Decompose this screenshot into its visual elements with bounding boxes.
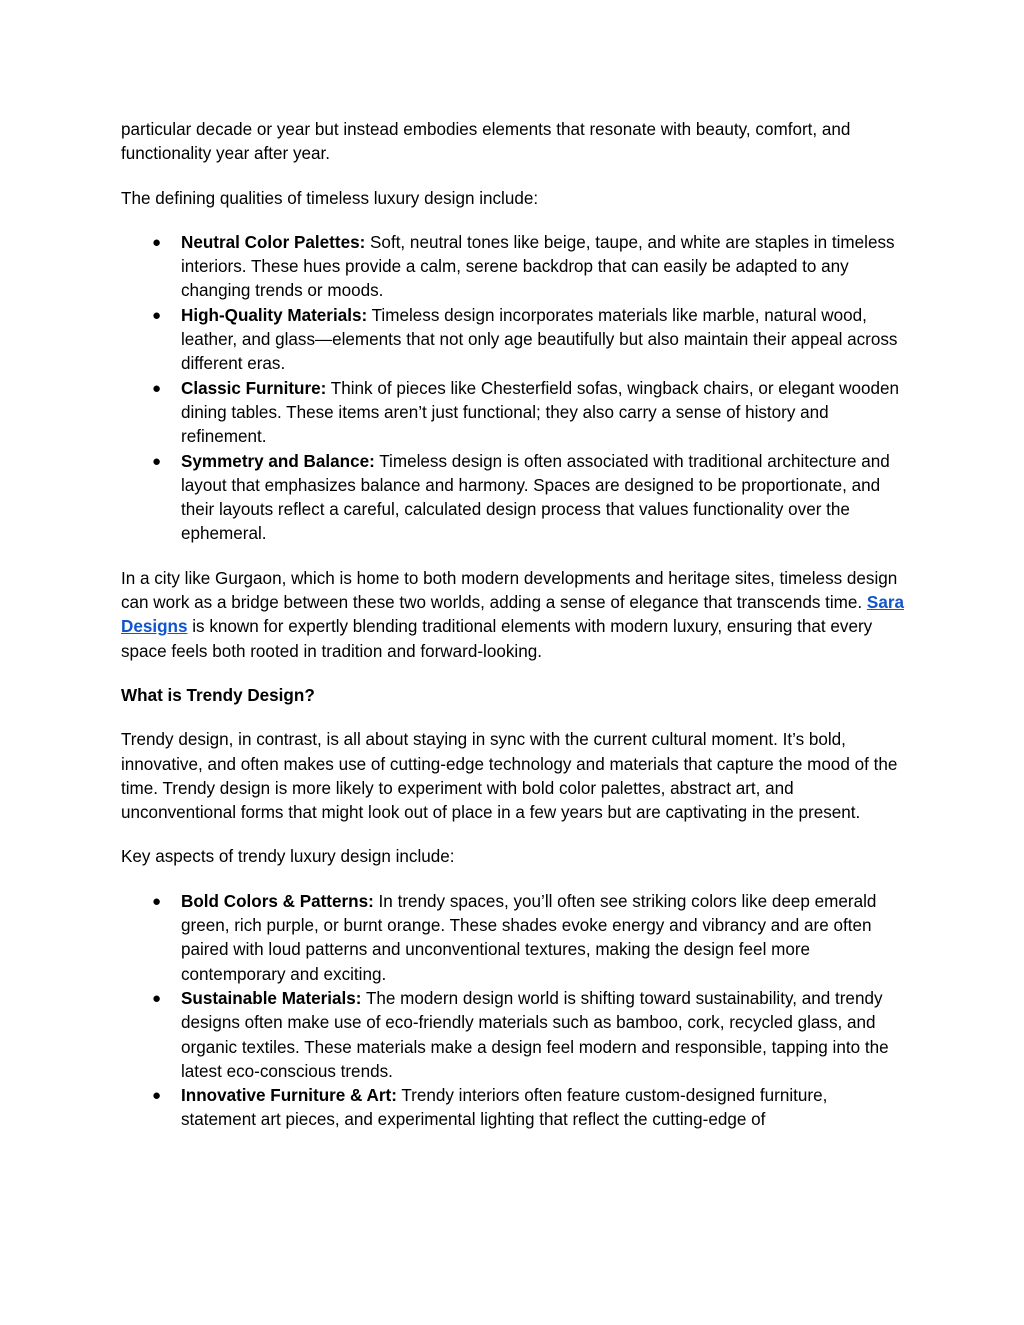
list-item-text: In trendy spaces, you’ll often see striking colors like deep emerald green, rich purple, or burnt orange. These shades evoke energy and vibrancy and are often paired with loud patterns and unconventional textures, making the design feel more contemporary and exciting. bbox=[181, 891, 877, 984]
list-item-text: Trendy interiors often feature custom-designed furniture, statement art pieces, and experimental lighting that reflect the cutting-edge of bbox=[181, 1086, 828, 1130]
list-item-text: Soft, neutral tones like beige, taupe, and white are staples in timeless interiors. These hues provide a calm, serene backdrop that can easily be adapted to any changing trends or moods. bbox=[181, 232, 895, 301]
list-item-text: Timeless design incorporates materials like marble, natural wood, leather, and glass—elements that not only age beautifully but also maintain their appeal across different eras. bbox=[181, 305, 898, 374]
bullet-icon: ● bbox=[152, 379, 162, 397]
bullet-icon: ● bbox=[152, 452, 162, 470]
bullet-icon: ● bbox=[152, 306, 162, 324]
list-item-term: Neutral Color Palettes: bbox=[181, 232, 366, 252]
list-item bbox=[121, 231, 906, 304]
list-item bbox=[121, 987, 906, 1084]
list-item-term: Sustainable Materials: bbox=[181, 988, 362, 1008]
list-item-term: Bold Colors & Patterns: bbox=[181, 891, 374, 911]
bullet-icon: ● bbox=[152, 1087, 162, 1105]
section-heading: What is Trendy Design? bbox=[121, 685, 315, 705]
paragraph-text: is known for expertly blending traditional elements with modern luxury, ensuring that every space feels both rooted in tradition and forward-looking. bbox=[121, 617, 873, 661]
paragraph-text: In a city like Gurgaon, which is home to both modern developments and heritage sites, timeless design can work as a bridge between these two worlds, adding a sense of elegance that transcends time. bbox=[121, 568, 898, 613]
document-body bbox=[121, 118, 906, 1153]
list-item bbox=[121, 304, 906, 377]
paragraph-trendy-aspects-intro: Key aspects of trendy luxury design include: bbox=[121, 847, 455, 867]
list-item-text: Think of pieces like Chesterfield sofas, wingback chairs, or elegant wooden dining tables. These items aren’t just functional; they also carry a sense of history and refinement. bbox=[181, 378, 899, 447]
bullet-icon: ● bbox=[152, 989, 162, 1007]
list-item-term: Symmetry and Balance: bbox=[181, 451, 375, 471]
trendy-aspects-list bbox=[121, 890, 906, 1133]
paragraph-trendy-design: Trendy design, in contrast, is all about staying in sync with the current cultural moment. It’s bold, innovative, and often makes use of cutting-edge technology and materials that capture the mood of the time. Trendy design is more likely to experiment with bold color palettes, abstract art, and unconventional forms that might look out of place in a few years but are captivating in the present. bbox=[121, 730, 898, 823]
paragraph-intro-continued: particular decade or year but instead embodies elements that resonate with beauty, comfort, and functionality year after year. bbox=[121, 120, 851, 164]
list-item bbox=[121, 377, 906, 450]
bullet-icon: ● bbox=[152, 892, 162, 910]
list-item bbox=[121, 1084, 906, 1133]
list-item bbox=[121, 450, 906, 547]
list-item-term: High-Quality Materials: bbox=[181, 305, 368, 325]
list-item-term: Innovative Furniture & Art: bbox=[181, 1086, 397, 1106]
bullet-icon: ● bbox=[152, 233, 162, 251]
list-item-term: Classic Furniture: bbox=[181, 378, 327, 398]
list-item-text: The modern design world is shifting toward sustainability, and trendy designs often make use of eco-friendly materials such as bamboo, cork, recycled glass, and organic textiles. These materials make a design feel modern and responsible, tapping into the latest eco-conscious trends. bbox=[181, 988, 889, 1081]
paragraph-timeless-qualities-intro: The defining qualities of timeless luxury design include: bbox=[121, 188, 539, 208]
paragraph-gurgaon bbox=[121, 567, 906, 664]
list-item-text: Timeless design is often associated with traditional architecture and layout that emphasizes balance and harmony. Spaces are designed to be proportionate, and their layouts reflect a careful, calculated design process that values functionality over the ephemeral. bbox=[181, 451, 890, 544]
timeless-qualities-list bbox=[121, 231, 906, 547]
sara-designs-link[interactable]: Sara Designs bbox=[121, 593, 904, 637]
list-item bbox=[121, 890, 906, 987]
